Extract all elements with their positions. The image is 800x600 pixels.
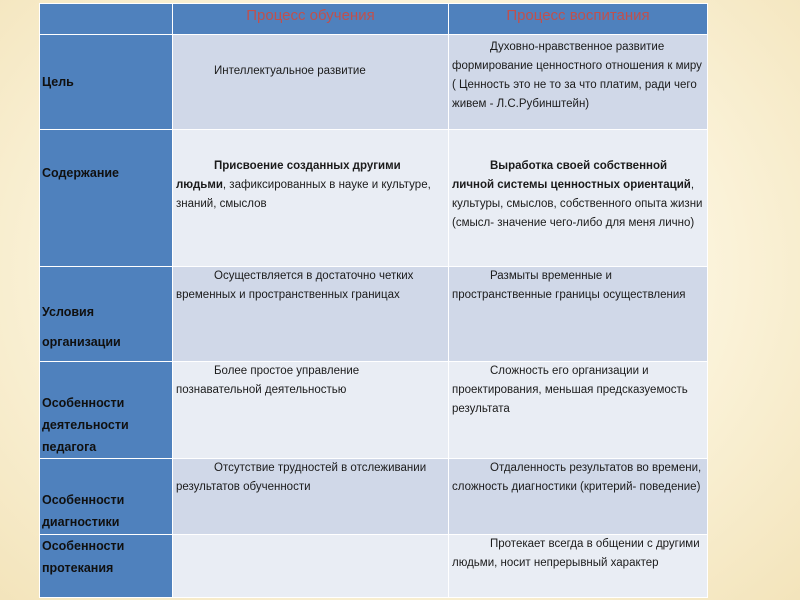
goal-upbringing-text: Духовно-нравственное развитие формирование ценностного отношения к миру ( Ценность это не то за что платим, ради чего живем - Л.С.Рубинштейн)	[452, 41, 702, 110]
diagnostics-upbringing-cell	[449, 459, 708, 535]
row-label-course: Особенности протекания	[40, 535, 173, 598]
organization-upbringing-text: Размыты временные и пространственные границы осуществления	[452, 270, 686, 301]
goal-upbringing-cell	[449, 35, 708, 130]
teacher-upbringing-text: Сложность его организации и проектирования, меньшая предсказуемость результата	[452, 365, 688, 415]
row-label-diagnostics: Особенности диагностики	[40, 459, 173, 535]
organization-upbringing-cell	[449, 267, 708, 362]
row-label-organization	[40, 267, 173, 362]
table-header-row	[40, 4, 708, 35]
table-row-goal	[40, 35, 708, 130]
teacher-upbringing-cell	[449, 362, 708, 459]
course-learning-cell	[173, 535, 449, 598]
course-upbringing-cell	[449, 535, 708, 598]
row-label-organization-line1: Условия	[42, 305, 95, 319]
content-upbringing-rest: , культуры, смыслов, собственного опыта жизни (смысл- значение чего-либо для меня лично)	[452, 179, 703, 229]
row-label-teacher: Особенности деятельности педагога	[40, 362, 173, 459]
table-row-teacher	[40, 362, 708, 459]
organization-learning-cell	[173, 267, 449, 362]
row-label-organization-line2: организации	[42, 335, 121, 349]
teacher-learning-cell	[173, 362, 449, 459]
diagnostics-upbringing-text: Отдаленность результатов во времени, сложность диагностики (критерий- поведение)	[452, 462, 702, 493]
content-learning-rest: , зафиксированных в науке и культуре, знаний, смыслов	[176, 179, 431, 210]
course-upbringing-text: Протекает всегда в общении с другими людьми, носит непрерывный характер	[452, 538, 700, 569]
organization-learning-text: Осуществляется в достаточно четких временных и пространственных границах	[176, 270, 414, 301]
content-upbringing-bold: Выработка своей собственной личной системы ценностных ориентаций	[452, 160, 691, 191]
teacher-learning-text: Более простое управление познавательной деятельностью	[176, 365, 360, 396]
table-row-diagnostics	[40, 459, 708, 535]
row-label-content: Содержание	[40, 130, 173, 267]
header-upbringing-process: Процесс воспитания	[449, 4, 708, 35]
table-row-organization	[40, 267, 708, 362]
diagnostics-learning-text: Отсутствие трудностей в отслеживании результатов обученности	[176, 462, 427, 493]
header-corner-cell	[40, 4, 173, 35]
table-row-content	[40, 130, 708, 267]
goal-learning-text: Интеллектуальное развитие	[214, 65, 366, 77]
row-label-goal: Цель	[40, 35, 173, 130]
content-learning-cell	[173, 130, 449, 267]
diagnostics-learning-cell	[173, 459, 449, 535]
goal-learning-cell	[173, 35, 449, 130]
comparison-table	[39, 3, 708, 598]
comparison-table-container	[39, 3, 707, 597]
table-row-course	[40, 535, 708, 598]
header-learning-process: Процесс обучения	[173, 4, 449, 35]
content-learning-bold: Присвоение созданных другими людьми	[176, 160, 401, 191]
content-upbringing-cell	[449, 130, 708, 267]
